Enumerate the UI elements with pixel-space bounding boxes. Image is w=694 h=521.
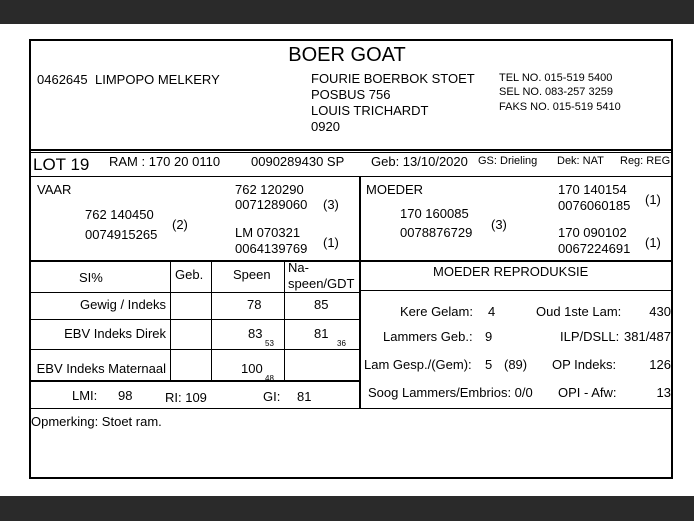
sel-number: SEL NO. 083-257 3259 <box>499 86 613 98</box>
seller-code: 0462645 <box>37 72 88 87</box>
weight-speen-value: 78 <box>247 297 262 312</box>
sire-count: (2) <box>172 217 188 232</box>
catalogue-page <box>0 24 694 496</box>
sire-sire-number: 762 120290 <box>235 182 304 197</box>
dam-dam-count: (1) <box>645 235 661 250</box>
ilp-value: 381/487 <box>624 329 671 344</box>
ebv-direct-naspeen-value: 81 <box>314 326 329 341</box>
dam-label: MOEDER <box>366 182 424 197</box>
lot-number: LOT 19 <box>33 155 90 174</box>
times-lambed-value: 4 <box>488 304 496 319</box>
ebv-maternal-speen-value: 100 <box>241 361 263 376</box>
birth-status: GS: Drieling <box>478 155 538 167</box>
sire-dam-number: LM 070321 <box>235 225 301 240</box>
si-col-geb <box>170 260 171 380</box>
lambs-weaned-average: (89) <box>504 357 528 372</box>
ebv-direct-speen-accuracy: 53 <box>265 339 274 348</box>
si-head-divider <box>29 292 360 293</box>
dam-id: 0078876729 <box>400 225 473 240</box>
faks-number: FAKS NO. 015-519 5410 <box>499 101 621 113</box>
gi-label: GI: <box>263 389 281 404</box>
summary-divider <box>29 408 673 409</box>
ram-id: 0090289430 SP <box>251 154 345 169</box>
header-divider <box>29 149 673 151</box>
lambs-born-value: 9 <box>485 329 493 344</box>
si-row2-divider <box>29 349 360 350</box>
sire-number: 762 140450 <box>85 207 154 222</box>
sire-dam-id: 0064139769 <box>235 241 308 256</box>
ram-number: RAM : 170 20 0110 <box>109 154 221 169</box>
lmi-label: LMI: <box>72 388 98 403</box>
ebv-direct-naspeen-accuracy: 36 <box>337 339 346 348</box>
geb-header: Geb. <box>175 267 204 282</box>
si-row3-divider <box>29 380 360 382</box>
ebv-maternal-speen-accuracy: 48 <box>265 374 274 383</box>
dam-sire-count: (1) <box>645 192 661 207</box>
sire-dam-count: (1) <box>323 235 339 250</box>
suckled-lambs-embryos: Soog Lammers/Embrios: 0/0 <box>368 385 533 400</box>
address-line-2: LOUIS TRICHARDT <box>311 103 429 118</box>
lambs-born-label: Lammers Geb.: <box>383 329 473 344</box>
address-line-3: 0920 <box>311 119 340 134</box>
opi-deviation-label: OPI - Afw: <box>558 385 617 400</box>
si-row1-divider <box>29 319 360 320</box>
header-divider-2 <box>29 152 673 153</box>
si-header: SI% <box>79 270 103 285</box>
dam-number: 170 160085 <box>400 206 469 221</box>
sire-id: 0074915265 <box>85 227 158 242</box>
si-col-na <box>284 260 285 380</box>
lambs-weaned-label: Lam Gesp./(Gem): <box>364 357 472 372</box>
pedigree-divider <box>29 260 673 262</box>
gi-value: 81 <box>297 389 312 404</box>
lmi-value: 98 <box>118 388 133 403</box>
tel-number: TEL NO. 015-519 5400 <box>499 72 613 84</box>
stud-name: FOURIE BOERBOK STOET <box>311 71 475 86</box>
times-lambed-label: Kere Gelam: <box>400 304 473 319</box>
ebv-maternal-label: EBV Indeks Maternaal <box>36 361 166 376</box>
op-index-label: OP Indeks: <box>552 357 617 372</box>
ri-value: RI: 109 <box>165 390 207 405</box>
sire-sire-count: (3) <box>323 197 339 212</box>
weight-naspeen-value: 85 <box>314 297 329 312</box>
first-lamb-age-value: 430 <box>649 304 671 319</box>
naspeen-header-line-1: Na- <box>288 260 309 275</box>
registration: Reg: REG <box>620 155 671 167</box>
seller-name: LIMPOPO MELKERY <box>95 72 220 87</box>
speen-header: Speen <box>233 267 271 282</box>
dam-dam-id: 0067224691 <box>558 241 631 256</box>
sire-label: VAAR <box>37 182 72 197</box>
si-col-speen <box>211 260 212 380</box>
lambs-weaned-value: 5 <box>485 357 493 372</box>
sire-sire-id: 0071289060 <box>235 197 308 212</box>
first-lamb-age-label: Oud 1ste Lam: <box>536 304 622 319</box>
repro-title-divider <box>360 290 673 291</box>
dam-count: (3) <box>491 217 507 232</box>
ilp-label: ILP/DSLL: <box>560 329 620 344</box>
dam-sire-id: 0076060185 <box>558 198 631 213</box>
remark: Opmerking: Stoet ram. <box>31 414 162 429</box>
birth-date: Geb: 13/10/2020 <box>371 154 468 169</box>
address-line-1: POSBUS 756 <box>311 87 391 102</box>
opi-deviation-value: 13 <box>656 385 671 400</box>
repro-title: MOEDER REPRODUKSIE <box>433 264 589 279</box>
dam-sire-number: 170 140154 <box>558 182 627 197</box>
ebv-direct-speen-value: 83 <box>248 326 263 341</box>
ebv-direct-label: EBV Indeks Direk <box>64 326 166 341</box>
weight-index-label: Gewig / Indeks <box>80 297 166 312</box>
op-index-value: 126 <box>649 357 671 372</box>
naspeen-header-line-2: speen/GDT <box>288 276 355 291</box>
page-title: BOER GOAT <box>288 44 406 66</box>
mating-type: Dek: NAT <box>557 155 604 167</box>
dam-dam-number: 170 090102 <box>558 225 627 240</box>
lot-divider <box>29 176 673 177</box>
